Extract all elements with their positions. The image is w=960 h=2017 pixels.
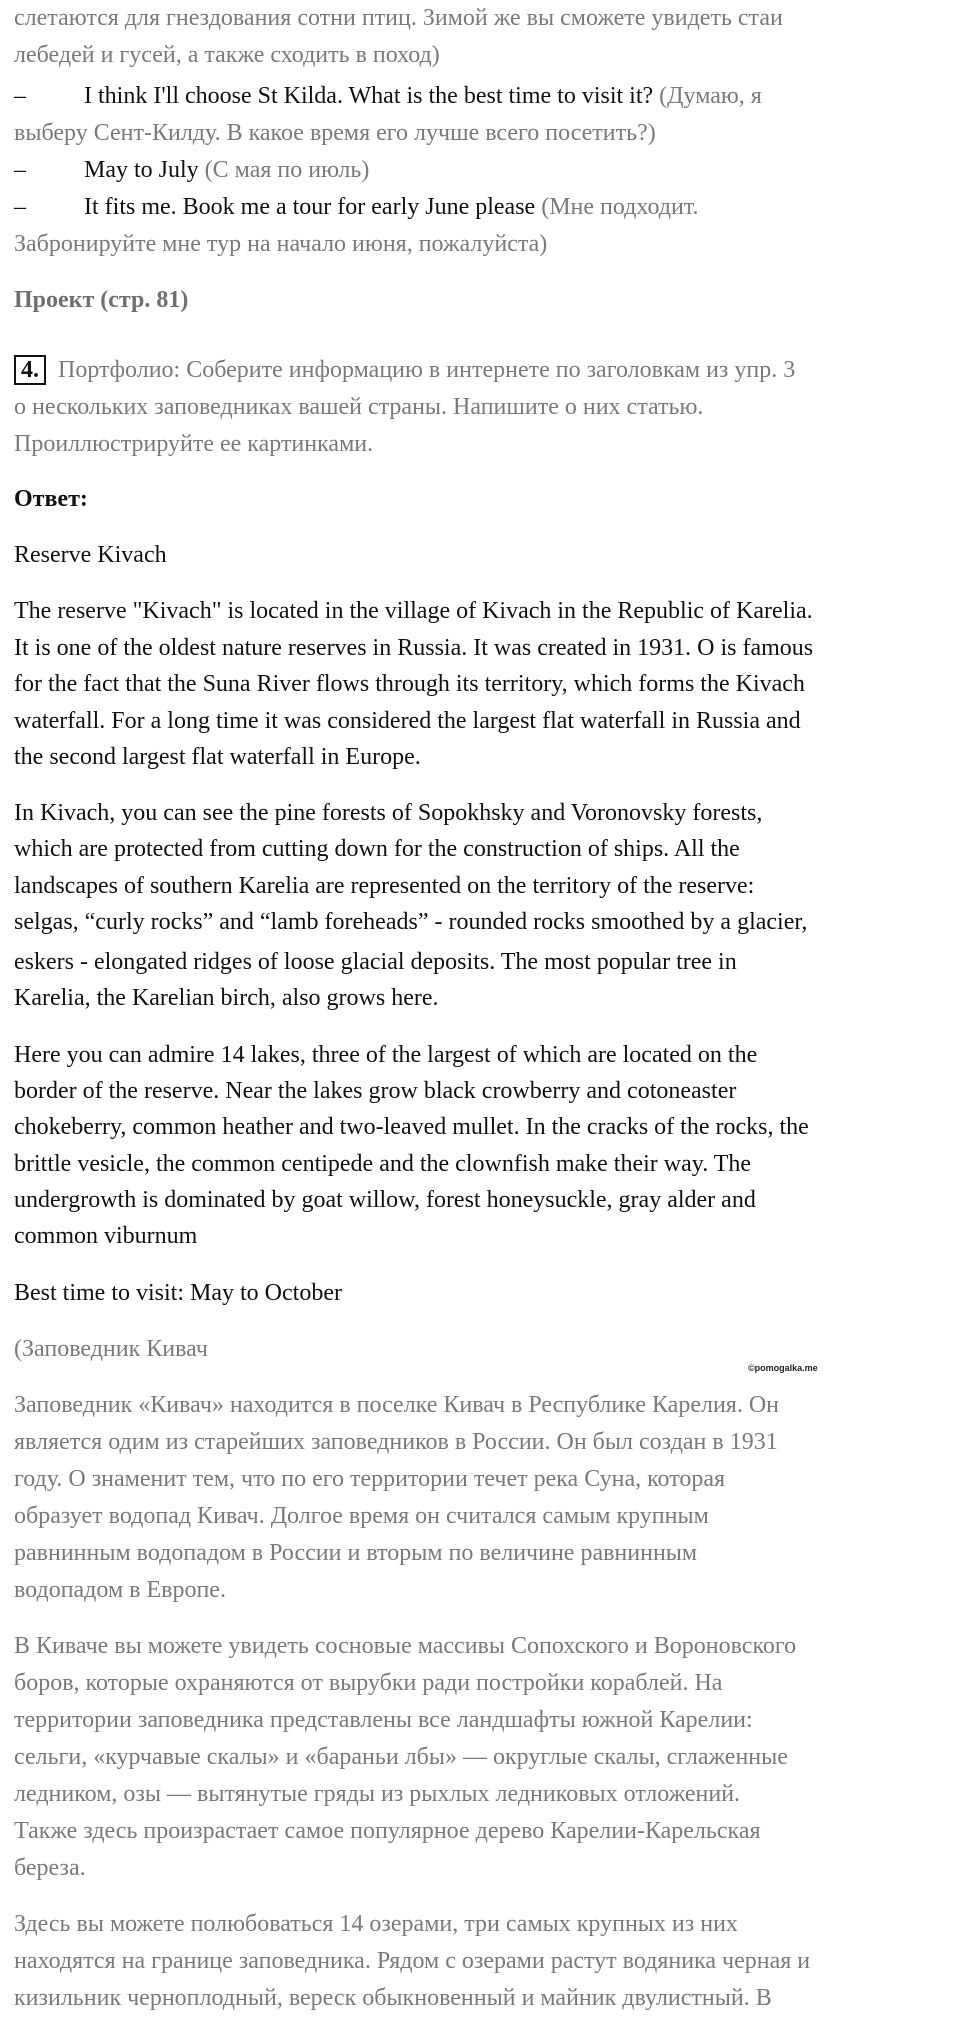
dialogue-english: May to July [84, 157, 199, 183]
russian-p2-line: береза. [14, 1855, 86, 1881]
english-p3-line: Here you can admire 14 lakes, three of the largest of which are located on the [14, 1042, 758, 1068]
russian-p2-line: В Киваче вы можете увидеть сосновые массивы Сопохского и Вороновского [14, 1633, 797, 1659]
english-p3-line: border of the reserve. Near the lakes grow black crowberry and cotoneaster [14, 1078, 737, 1104]
russian-p2-line: ледником, озы — вытянутые гряды из рыхлых ледниковых отложений. [14, 1781, 741, 1807]
russian-p1-line: равнинным водопадом в России и вторым по величине равнинным [14, 1540, 698, 1566]
russian-p3-line: кизильник черноплодный, вереск обыкновенный и майник двулистный. В [14, 1985, 772, 2011]
dialogue-line-1 [14, 78, 944, 115]
english-p3-line: undergrowth is dominated by goat willow, forest honeysuckle, gray alder and [14, 1187, 756, 1213]
russian-p2-line: сельги, «курчавые скалы» и «бараньи лбы» — округлые скалы, сглаженные [14, 1744, 788, 1770]
english-p3-line: chokeberry, common heather and two-leaved mullet. In the cracks of the rocks, the [14, 1114, 809, 1140]
english-p2-line: eskers - elongated ridges of loose glacial deposits. The most popular tree in [14, 949, 737, 975]
russian-p1-line: году. О знаменит тем, что по его территории течет река Суна, которая [14, 1466, 726, 1492]
english-p2-line: In Kivach, you can see the pine forests of Sopokhsky and Voronovsky forests, [14, 800, 763, 826]
task-line-3: Проиллюстрируйте ее картинками. [14, 431, 374, 457]
english-p2-line: Karelia, the Karelian birch, also grows here. [14, 985, 439, 1011]
intro-line-1: слетаются для гнездования сотни птиц. Зимой же вы сможете увидеть стаи [14, 5, 783, 31]
english-title: Reserve Kivach [14, 542, 167, 568]
dialogue-line-1-cont: выберу Сент-Килду. В какое время его лучше всего посетить?) [14, 120, 656, 146]
dialogue-russian: (Думаю, я [659, 83, 762, 109]
russian-p1-line: водопадом в Европе. [14, 1577, 226, 1603]
russian-p3-line: находятся на границе заповедника. Рядом с озерами растут водяника черная и [14, 1948, 811, 1974]
dialogue-english: I think I'll choose St Kilda. What is the best time to visit it? [84, 83, 654, 109]
russian-title: (Заповедник Кивач [14, 1336, 208, 1362]
english-p1-line: waterfall. For a long time it was considered the largest flat waterfall in Russia and [14, 708, 801, 734]
russian-p1-line: образует водопад Кивач. Долгое время он считался самым крупным [14, 1503, 709, 1529]
english-p2-line: which are protected from cutting down for the construction of ships. All the [14, 836, 740, 862]
english-p3-line: brittle vesicle, the common centipede and the clownfish make their way. The [14, 1151, 752, 1177]
watermark: ©pomogalka.me [748, 1363, 818, 1373]
russian-p2-line: Также здесь произрастает самое популярное дерево Карелии-Карельская [14, 1818, 761, 1844]
russian-p3-line: Здесь вы можете полюбоваться 14 озерами, три самых крупных из них [14, 1911, 738, 1937]
best-time-text: Best time to visit: May to October [14, 1280, 342, 1306]
dialogue-russian: (Мне подходит. [541, 194, 699, 220]
russian-p2-line: боров, которые охраняются от вырубки ради постройки кораблей. На [14, 1670, 723, 1696]
task-line-2: о нескольких заповедниках вашей страны. Напишите о них статью. [14, 394, 704, 420]
task-line-1 [14, 352, 944, 389]
english-p2-line: selgas, “curly rocks” and “lamb foreheads” - rounded rocks smoothed by a glacier, [14, 909, 808, 935]
english-p1-line: for the fact that the Suna River flows through its territory, which forms the Kivach [14, 671, 805, 697]
project-heading: Проект (стр. 81) [14, 287, 189, 313]
dialogue-dash: – [14, 194, 26, 220]
dialogue-english: It fits me. Book me a tour for early June please [84, 194, 536, 220]
dialogue-line-3-cont: Забронируйте мне тур на начало июня, пожалуйста) [14, 231, 548, 257]
russian-p2-line: территории заповедника представлены все ландшафты южной Карелии: [14, 1707, 753, 1733]
dialogue-russian: (С мая по июль) [204, 157, 370, 183]
english-p2-line: landscapes of southern Karelia are represented on the territory of the reserve: [14, 873, 755, 899]
dialogue-line-3 [14, 189, 944, 226]
dialogue-dash: – [14, 83, 26, 109]
english-p3-line: common viburnum [14, 1223, 198, 1249]
intro-line-2: лебедей и гусей, а также сходить в поход) [14, 42, 440, 68]
english-p1-line: The reserve "Kivach" is located in the village of Kivach in the Republic of Karelia. [14, 598, 813, 624]
answer-label: Ответ: [14, 486, 88, 512]
english-p1-line: the second largest flat waterfall in Europe. [14, 744, 421, 770]
english-p1-line: It is one of the oldest nature reserves in Russia. It was created in 1931. O is famous [14, 635, 814, 661]
task-number-badge: 4. [14, 355, 46, 385]
russian-p1-line: является одим из старейших заповедников в России. Он был создан в 1931 [14, 1429, 778, 1455]
dialogue-dash: – [14, 157, 26, 183]
task-text: Портфолио: Соберите информацию в интернете по заголовкам из упр. 3 [58, 357, 796, 383]
dialogue-line-2 [14, 152, 944, 189]
russian-p1-line: Заповедник «Кивач» находится в поселке Кивач в Республике Карелия. Он [14, 1392, 779, 1418]
